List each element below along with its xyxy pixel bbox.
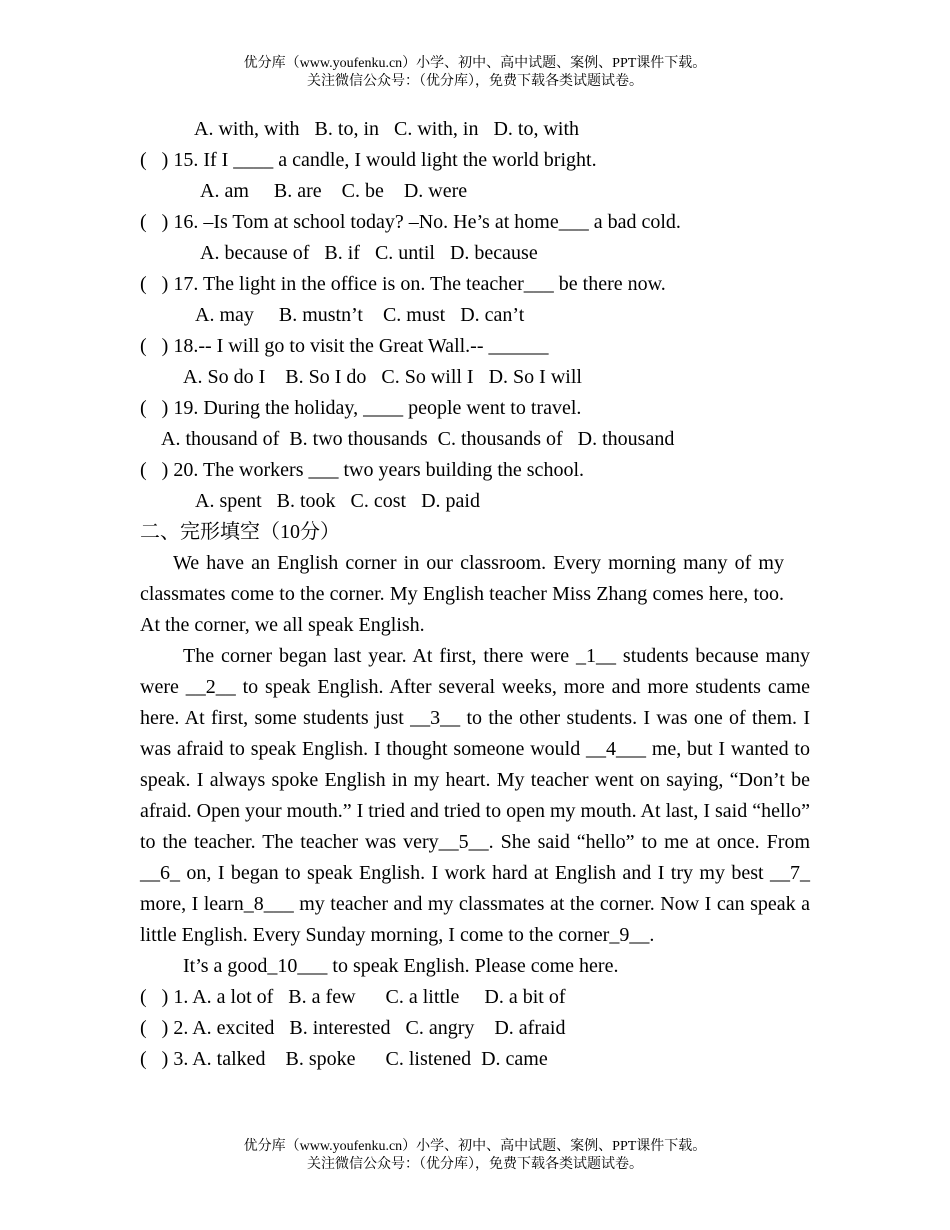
q20-stem: ( ) 20. The workers ___ two years building the school. xyxy=(140,459,584,481)
page-header xyxy=(0,55,950,91)
q17-stem: ( ) 17. The light in the office is on. The teacher___ be there now. xyxy=(140,273,666,295)
passage-paragraph-1: We have an English corner in our classroom. Every morning many of my classmates come to the corner. My English teacher Miss Zhang comes here, too. At the corner, we all speak English. xyxy=(140,552,784,636)
footer-line-1: 优分库（www.youfenku.cn）小学、初中、高中试题、案例、PPT课件下载。 xyxy=(243,1139,707,1154)
q16-stem: ( ) 16. –Is Tom at school today? –No. He’s at home___ a bad cold. xyxy=(140,211,681,233)
cloze-question-3: ( ) 3. A. talked B. spoke C. listened D. came xyxy=(140,1048,548,1070)
q19-options: A. thousand of B. two thousands C. thousands of D. thousand xyxy=(161,428,675,450)
header-line-1: 优分库（www.youfenku.cn）小学、初中、高中试题、案例、PPT课件下载。 xyxy=(243,56,707,71)
q20-options: A. spent B. took C. cost D. paid xyxy=(195,490,480,512)
passage-paragraph-2: The corner began last year. At first, there were _1__ students because many were __2__ to speak English. After several weeks, more and more students came here. At first, some students just __3__ to the other students. I was one of them. I was afraid to speak English. I thought someone would __4___ me, but I wanted to speak. I always spoke English in my heart. My teacher went on saying, “Don’t be afraid. Open your mouth.” I tried and tried to open my mouth. At last, I said “hello” to the teacher. The teacher was very__5__. She said “hello” to me at once. From __6_ on, I began to speak English. I work hard at English and I try my best __7_ more, I learn_8___ my teacher and my classmates at the corner. Now I can speak a little English. Every Sunday morning, I come to the corner_9__. xyxy=(140,645,810,946)
footer-line-2: 关注微信公众号：（优分库），免费下载各类试题试卷。 xyxy=(307,1157,643,1172)
q15-options: A. am B. are C. be D. were xyxy=(200,180,468,202)
header-line-2: 关注微信公众号：（优分库），免费下载各类试题试卷。 xyxy=(307,74,643,89)
q18-options: A. So do I B. So I do C. So will I D. So I will xyxy=(183,366,582,388)
page-footer xyxy=(0,1138,950,1174)
q19-stem: ( ) 19. During the holiday, ____ people went to travel. xyxy=(140,397,582,419)
section-2-title: 二、完形填空（10分） xyxy=(140,521,340,543)
cloze-question-2: ( ) 2. A. excited B. interested C. angry D. afraid xyxy=(140,1017,566,1039)
exam-content xyxy=(140,114,810,1075)
q14-options: A. with, with B. to, in C. with, in D. to, with xyxy=(194,118,580,140)
q18-stem: ( ) 18.-- I will go to visit the Great Wall.-- ______ xyxy=(140,335,549,357)
q16-options: A. because of B. if C. until D. because xyxy=(200,242,538,264)
cloze-question-1: ( ) 1. A. a lot of B. a few C. a little D. a bit of xyxy=(140,986,566,1008)
q17-options: A. may B. mustn’t C. must D. can’t xyxy=(195,304,525,326)
passage-paragraph-3: It’s a good_10___ to speak English. Please come here. xyxy=(183,955,619,977)
q15-stem: ( ) 15. If I ____ a candle, I would light the world bright. xyxy=(140,149,597,171)
